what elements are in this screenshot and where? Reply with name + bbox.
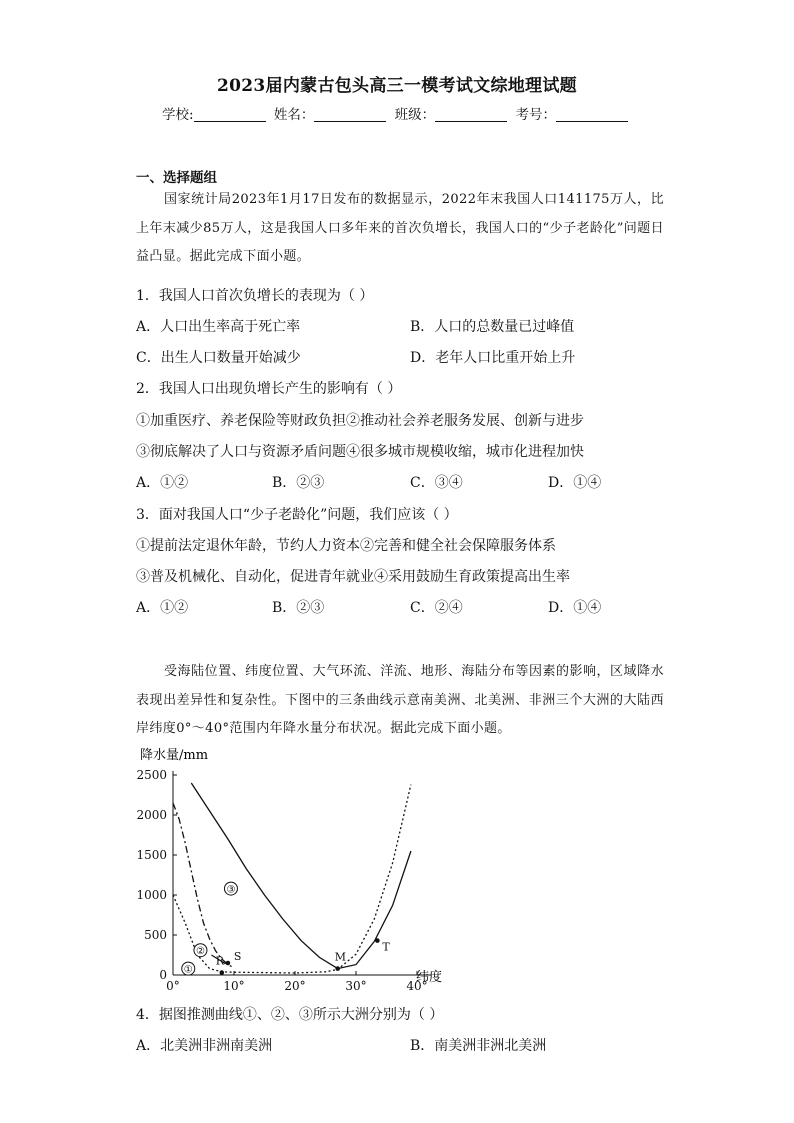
x-tick-label: 20° bbox=[284, 979, 306, 993]
student-info-line bbox=[0, 103, 794, 123]
q3-option-d[interactable]: D．①④ bbox=[548, 600, 602, 616]
precipitation-chart bbox=[128, 745, 443, 993]
x-tick-label: 30° bbox=[345, 979, 367, 993]
q3-statements-1: ①提前法定退休年龄，节约人力资本②完善和健全社会保障服务体系 bbox=[136, 538, 556, 554]
y-tick-label: 0 bbox=[159, 968, 167, 982]
y-tick-label: 500 bbox=[144, 928, 167, 942]
point-m bbox=[335, 966, 340, 971]
series-label-3: ③ bbox=[226, 884, 236, 896]
school-field[interactable] bbox=[194, 107, 266, 122]
name-field[interactable] bbox=[314, 107, 386, 122]
x-tick-label: 0° bbox=[166, 979, 180, 993]
q2-option-a[interactable]: A．①② bbox=[136, 475, 189, 491]
q2-statements-2: ③彻底解决了人口与资源矛盾问题④很多城市规模收缩，城市化进程加快 bbox=[136, 444, 584, 460]
point-label-r: R bbox=[215, 954, 225, 968]
q3-option-b[interactable]: B．②③ bbox=[272, 600, 325, 616]
point-r bbox=[220, 970, 225, 975]
school-label: 学校: bbox=[162, 107, 194, 123]
y-tick-label: 1000 bbox=[136, 888, 167, 902]
y-tick-label: 2500 bbox=[136, 768, 167, 782]
q1-stem: 1．我国人口首次负增长的表现为（ ） bbox=[136, 288, 374, 304]
passage-population bbox=[136, 186, 664, 272]
point-label-t: T bbox=[382, 940, 390, 954]
q3-statements-2: ③普及机械化、自动化，促进青年就业④采用鼓励生育政策提高出生率 bbox=[136, 569, 570, 585]
q2-statements-1: ①加重医疗、养老保险等财政负担②推动社会养老服务发展、创新与进步 bbox=[136, 413, 584, 429]
q2-option-d[interactable]: D．①④ bbox=[548, 475, 602, 491]
point-t bbox=[375, 938, 380, 943]
x-tick-label: 40° bbox=[406, 979, 428, 993]
q3-option-c[interactable]: C．②④ bbox=[410, 600, 463, 616]
exam-no-field[interactable] bbox=[556, 107, 628, 122]
passage-precipitation-text: 受海陆位置、纬度位置、大气环流、洋流、地形、海陆分布等因素的影响，区域降水表现出差异性和复杂性。下图中的三条曲线示意南美洲、北美洲、非洲三个大洲的大陆西岸纬度0°～40°范围内年降水量分布状况。据此完成下面小题。 bbox=[136, 664, 664, 736]
x-axis-label: 纬度 bbox=[416, 970, 443, 985]
y-tick-label: 1500 bbox=[136, 848, 167, 862]
point-s bbox=[226, 961, 231, 966]
section-heading: 一、选择题组 bbox=[136, 170, 217, 186]
class-field[interactable] bbox=[435, 107, 507, 122]
point-label-s: S bbox=[233, 950, 242, 963]
q2-option-b[interactable]: B．②③ bbox=[272, 475, 325, 491]
y-axis-label: 降水量/mm bbox=[140, 748, 209, 763]
q1-option-d[interactable]: D．老年人口比重开始上升 bbox=[410, 350, 576, 366]
q2-stem: 2．我国人口出现负增长产生的影响有（ ） bbox=[136, 381, 402, 397]
passage-precipitation bbox=[136, 658, 664, 744]
point-label-m: M bbox=[334, 950, 346, 964]
name-label: 姓名： bbox=[273, 107, 315, 123]
q3-option-a[interactable]: A．①② bbox=[136, 600, 189, 616]
y-tick-label: 2000 bbox=[136, 808, 167, 822]
exam-no-label: 考号： bbox=[515, 107, 556, 123]
series-label-1: ① bbox=[183, 964, 193, 976]
q1-option-a[interactable]: A．人口出生率高于死亡率 bbox=[136, 319, 301, 335]
q4-stem: 4．据图推测曲线①、②、③所示大洲分别为（ ） bbox=[136, 1007, 444, 1023]
passage-population-text: 国家统计局2023年1月17日发布的数据显示，2022年末我国人口141175万人，比上年末减少85万人，这是我国人口多年来的首次负增长，我国人口的“少子老龄化”问题日益凸显。据此完成下面小题。 bbox=[136, 192, 664, 264]
q2-option-c[interactable]: C．③④ bbox=[410, 475, 463, 491]
paper-title: 2023届内蒙古包头高三一模考试文综地理试题 bbox=[217, 76, 577, 96]
class-label: 班级： bbox=[394, 107, 436, 123]
q1-option-c[interactable]: C．出生人口数量开始减少 bbox=[136, 350, 301, 366]
q4-option-a[interactable]: A．北美洲非洲南美洲 bbox=[136, 1038, 273, 1054]
x-tick-label: 10° bbox=[223, 979, 245, 993]
series-label-2: ② bbox=[195, 946, 205, 958]
series-line-1 bbox=[173, 785, 411, 973]
q1-option-b[interactable]: B．人口的总数量已过峰值 bbox=[410, 319, 575, 335]
q3-stem: 3．面对我国人口“少子老龄化”问题，我们应该（ ） bbox=[136, 507, 458, 523]
q4-option-b[interactable]: B．南美洲非洲北美洲 bbox=[410, 1038, 547, 1054]
